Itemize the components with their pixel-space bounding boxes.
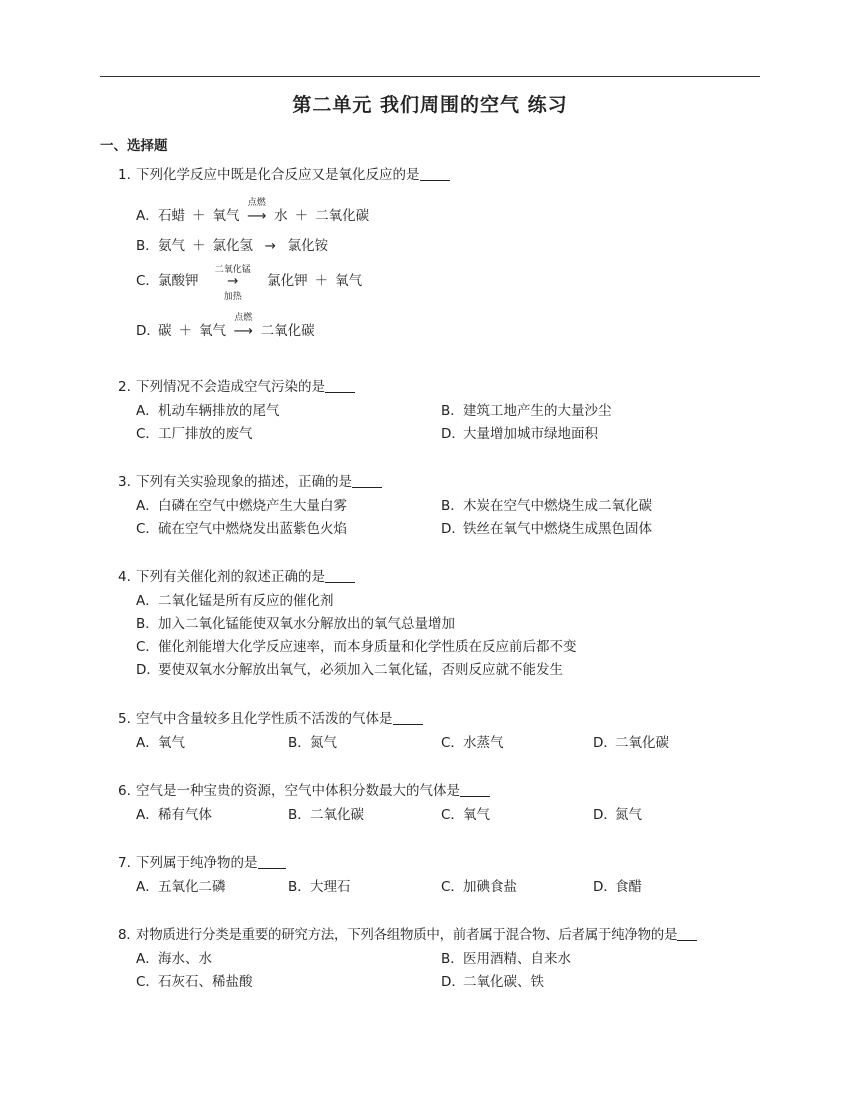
plus-sign: ＋ xyxy=(314,273,329,289)
option-4a[interactable]: A．二氧化锰是所有反应的催化剂 xyxy=(136,593,334,609)
option-2a[interactable]: A．机动车辆排放的尾气 xyxy=(136,403,280,419)
question-stem: 下列有关实验现象的描述，正确的是 xyxy=(136,474,352,490)
page-title: 第二单元 我们周围的空气 练习 xyxy=(292,94,568,116)
plus-sign: ＋ xyxy=(192,208,206,224)
question-stem: 空气是一种宝贵的资源，空气中体积分数最大的气体是 xyxy=(136,783,460,799)
question-stem: 下列有关催化剂的叙述正确的是 xyxy=(136,569,325,585)
answer-blank[interactable] xyxy=(393,710,423,725)
question-1 xyxy=(118,163,450,183)
question-3: 3. 下列有关实验现象的描述，正确的是 xyxy=(118,470,382,490)
option-1d[interactable]: D．碳 ＋ 氧气 点燃 ⟶ 二氧化碳 xyxy=(136,313,315,339)
option-1b[interactable]: B．氨气 ＋ 氯化氢 → 氯化铵 xyxy=(136,238,329,254)
option-4d[interactable]: D．要使双氧水分解放出氧气，必须加入二氧化锰，否则反应就不能发生 xyxy=(136,662,563,678)
option-7c[interactable]: C．加碘食盐 xyxy=(441,879,517,895)
option-8b[interactable]: B．医用酒精、自来水 xyxy=(441,951,571,967)
question-stem: 下列化学反应中既是化合反应又是氧化反应的是 xyxy=(136,167,420,183)
reaction-arrow: 二氧化锰 → 加热 xyxy=(214,265,251,302)
option-1a[interactable]: A．石蜡 ＋ 氧气 点燃 ⟶ 水 ＋ 二氧化碳 xyxy=(136,198,370,224)
option-5b[interactable]: B．氮气 xyxy=(288,735,337,751)
answer-blank[interactable] xyxy=(325,378,355,393)
option-2d[interactable]: D．大量增加城市绿地面积 xyxy=(441,426,598,442)
question-8: 8. 对物质进行分类是重要的研究方法，下列各组物质中，前者属于混合物、后者属于纯净物的是 xyxy=(118,923,697,943)
answer-blank[interactable] xyxy=(325,568,355,583)
option-4b[interactable]: B．加入二氧化锰能使双氧水分解放出的氧气总量增加 xyxy=(136,616,455,632)
answer-blank[interactable] xyxy=(420,166,450,181)
question-7: 7. 下列属于纯净物的是 xyxy=(118,851,286,871)
reaction-arrow: 点燃 ⟶ xyxy=(233,313,253,339)
plus-sign: ＋ xyxy=(178,323,192,339)
reaction-arrow: → xyxy=(264,238,276,254)
option-3a[interactable]: A．白磷在空气中燃烧产生大量白雾 xyxy=(136,498,347,514)
question-6: 6. 空气是一种宝贵的资源，空气中体积分数最大的气体是 xyxy=(118,779,490,799)
question-stem: 空气中含量较多且化学性质不活泼的气体是 xyxy=(136,711,393,727)
option-6a[interactable]: A．稀有气体 xyxy=(136,807,212,823)
plus-sign: ＋ xyxy=(192,238,206,254)
question-stem: 下列情况不会造成空气污染的是 xyxy=(136,379,325,395)
option-1c[interactable]: C．氯酸钾 二氧化锰 → 加热 氯化钾 ＋ 氧气 xyxy=(136,265,363,302)
option-2c[interactable]: C．工厂排放的废气 xyxy=(136,426,253,442)
answer-blank[interactable] xyxy=(258,854,286,869)
option-6b[interactable]: B．二氧化碳 xyxy=(288,807,364,823)
option-3c[interactable]: C．硫在空气中燃烧发出蓝紫色火焰 xyxy=(136,521,347,537)
option-8c[interactable]: C．石灰石、稀盐酸 xyxy=(136,974,253,990)
answer-blank[interactable] xyxy=(677,926,697,941)
option-6d[interactable]: D．氮气 xyxy=(593,807,642,823)
option-3d[interactable]: D．铁丝在氧气中燃烧生成黑色固体 xyxy=(441,521,652,537)
option-7d[interactable]: D．食醋 xyxy=(593,879,642,895)
plus-sign: ＋ xyxy=(294,208,309,224)
section-heading: 一、选择题 xyxy=(100,138,168,154)
option-5d[interactable]: D．二氧化碳 xyxy=(593,735,669,751)
option-5c[interactable]: C．水蒸气 xyxy=(441,735,504,751)
question-stem: 对物质进行分类是重要的研究方法，下列各组物质中，前者属于混合物、后者属于纯净物的是 xyxy=(136,927,678,943)
question-2: 2. 下列情况不会造成空气污染的是 xyxy=(118,375,355,395)
option-8d[interactable]: D．二氧化碳、铁 xyxy=(441,974,544,990)
question-4: 4. 下列有关催化剂的叙述正确的是 xyxy=(118,565,355,585)
answer-blank[interactable] xyxy=(352,473,382,488)
option-2b[interactable]: B．建筑工地产生的大量沙尘 xyxy=(441,403,612,419)
option-4c[interactable]: C．催化剂能增大化学反应速率，而本身质量和化学性质在反应前后都不变 xyxy=(136,639,577,655)
question-stem: 下列属于纯净物的是 xyxy=(136,855,258,871)
answer-blank[interactable] xyxy=(460,782,490,797)
option-6c[interactable]: C．氧气 xyxy=(441,807,490,823)
option-7a[interactable]: A．五氧化二磷 xyxy=(136,879,226,895)
option-7b[interactable]: B．大理石 xyxy=(288,879,351,895)
option-3b[interactable]: B．木炭在空气中燃烧生成二氧化碳 xyxy=(441,498,652,514)
option-5a[interactable]: A．氧气 xyxy=(136,735,185,751)
option-8a[interactable]: A．海水、水 xyxy=(136,951,212,967)
header-rule xyxy=(100,76,760,77)
question-number: 1. xyxy=(118,167,131,183)
question-5: 5. 空气中含量较多且化学性质不活泼的气体是 xyxy=(118,707,423,727)
reaction-arrow: 点燃 ⟶ xyxy=(247,198,267,224)
